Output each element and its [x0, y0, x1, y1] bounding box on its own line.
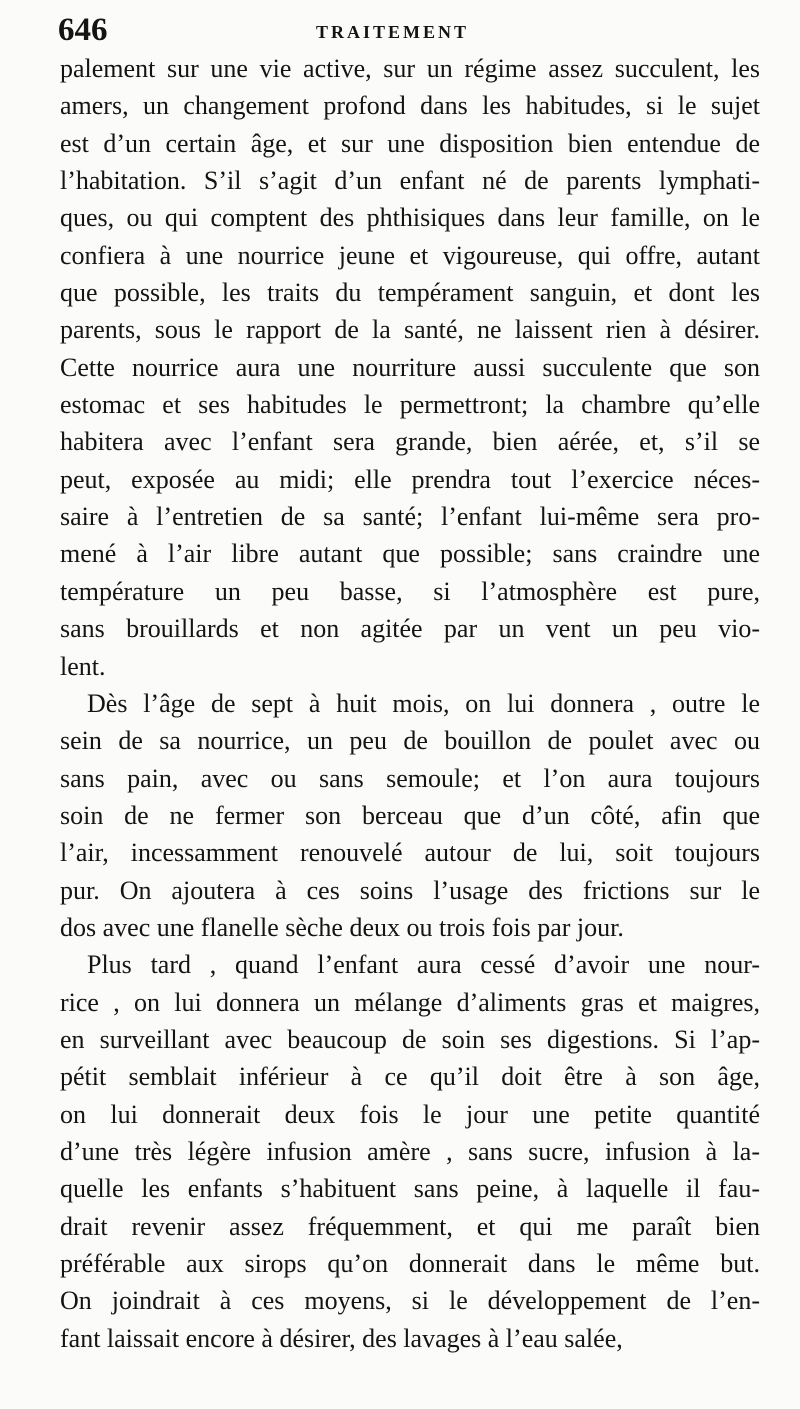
text-line: parents, sous le rapport de la santé, ne laissent rien à désirer. [60, 315, 760, 345]
text-line: confiera à une nourrice jeune et vigoureuse, qui offre, autant [60, 240, 760, 270]
text-line: sans pain, avec ou sans semoule; et l’on aura toujours [60, 763, 760, 793]
text-line: température un peu basse, si l’atmosphère est pure, [60, 576, 760, 606]
text-line: pétit semblait inférieur à ce qu’il doit être à son âge, [60, 1062, 760, 1092]
text-line: préférable aux sirops qu’on donnerait dans le même but. [60, 1249, 760, 1278]
text-line: on lui donnerait deux fois le jour une petite quantité [60, 1099, 760, 1129]
text-line: habitera avec l’enfant sera grande, bien aérée, et, s’il se [60, 427, 760, 457]
text-line: amers, un changement profond dans les habitudes, si le sujet [60, 91, 760, 121]
text-line: soin de ne fermer son berceau que d’un côté, afin que [60, 800, 760, 830]
text-line: Plus tard , quand l’enfant aura cessé d’avoir une nour- [87, 950, 760, 980]
text-line: drait revenir assez fréquemment, et qui me paraît bien [60, 1211, 760, 1241]
text-line: dos avec une flanelle sèche deux ou trois fois par jour. [60, 912, 624, 942]
running-head [58, 10, 758, 50]
text-line: Cette nourrice aura une nourriture aussi succulente que son [60, 352, 760, 382]
text-line: rice , on lui donnera un mélange d’aliments gras et maigres, [60, 987, 760, 1017]
text-line: sans brouillards et non agitée par un vent un peu vio- [60, 614, 760, 644]
text-line: mené à l’air libre autant que possible; sans craindre une [60, 539, 760, 569]
text-line: saire à l’entretien de sa santé; l’enfant lui-même sera pro- [60, 502, 760, 532]
text-line: On joindrait à ces moyens, si le développement de l’en- [60, 1286, 760, 1316]
text-line: l’air, incessamment renouvelé autour de lui, soit toujours [60, 838, 760, 868]
paragraph [60, 50, 760, 685]
text-line: que possible, les traits du tempérament sanguin, et dont les [60, 278, 760, 308]
text-line: d’une très légère infusion amère , sans sucre, infusion à la- [60, 1136, 760, 1166]
text-line: peut, exposée au midi; elle prendra tout l’exercice néces- [60, 464, 760, 494]
text-line: Dès l’âge de sept à huit mois, on lui donnera , outre le [87, 688, 760, 718]
text-line: palement sur une vie active, sur un régime assez succulent, les [60, 54, 760, 83]
page-number: 646 [58, 12, 108, 48]
text-line: quelle les enfants s’habituent sans peine, à laquelle il fau- [60, 1174, 760, 1204]
text-line: l’habitation. S’il s’agit d’un enfant né de parents lymphati- [60, 166, 760, 196]
text-line: fant laissait encore à désirer, des lavages à l’eau salée, [60, 1323, 623, 1353]
text-line: estomac et ses habitudes le permettront; la chambre qu’elle [60, 390, 760, 420]
text-line: ques, ou qui comptent des phthisiques dans leur famille, on le [60, 203, 760, 233]
text-line: sein de sa nourrice, un peu de bouillon de poulet avec ou [60, 726, 760, 756]
text-line: pur. On ajoutera à ces soins l’usage des frictions sur le [60, 875, 760, 905]
text-line: lent. [60, 651, 106, 681]
paragraph [60, 685, 760, 946]
text-line: est d’un certain âge, et sur une disposition bien entendue de [60, 128, 760, 158]
body-text [60, 50, 760, 1357]
running-title: TRAITEMENT [316, 22, 470, 42]
text-line: en surveillant avec beaucoup de soin ses digestions. Si l’ap- [60, 1024, 760, 1054]
paragraph [60, 946, 760, 1357]
